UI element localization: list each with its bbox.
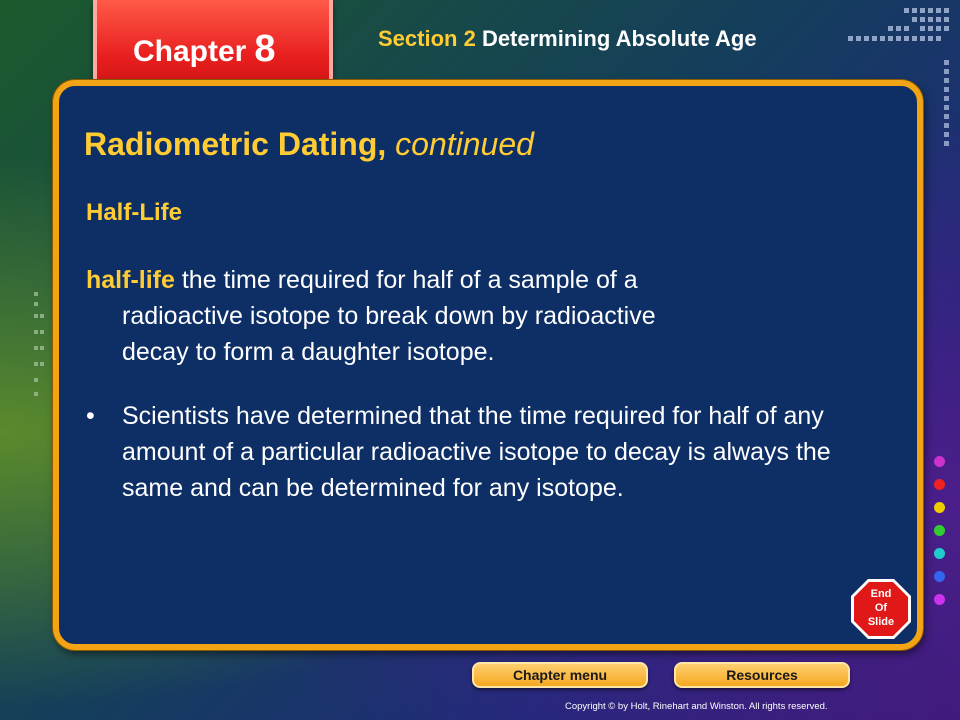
chapter-menu-button[interactable]: Chapter menu — [472, 662, 648, 688]
definition-paragraph — [86, 262, 846, 370]
decor-dot — [934, 525, 945, 536]
end-of-slide-line-2: Of — [874, 602, 888, 614]
chapter-number: 8 — [254, 28, 276, 70]
decor-dot — [934, 594, 945, 605]
decor-dot — [934, 479, 945, 490]
decorative-dot-column-right — [940, 60, 954, 150]
definition-line-1: the time required for half of a sample of a — [181, 266, 638, 294]
copyright-notice: Copyright © by Holt, Rinehart and Winston. All rights reserved. — [565, 701, 828, 712]
end-of-slide-button[interactable] — [850, 578, 912, 640]
resources-button[interactable]: Resources — [674, 662, 850, 688]
section-label: Section 2 — [378, 26, 476, 51]
decor-dot — [934, 548, 945, 559]
end-of-slide-line-1: End — [870, 588, 892, 600]
section-heading — [378, 26, 757, 52]
chapter-word: Chapter — [133, 35, 247, 68]
decor-dot — [934, 456, 945, 467]
decor-dot — [934, 571, 945, 582]
slide-title-continued: continued — [395, 126, 534, 162]
decorative-dot-grid-top — [846, 6, 950, 50]
definition-line-3: decay to form a daughter isotope. — [122, 338, 495, 366]
chapter-heading — [133, 28, 276, 71]
section-title: Determining Absolute Age — [481, 26, 757, 51]
decor-dot — [934, 502, 945, 513]
definition-line-2: radioactive isotope to break down by radioactive — [122, 302, 656, 330]
slide-title-main: Radiometric Dating, — [84, 126, 387, 162]
end-of-slide-line-3: Slide — [867, 616, 895, 628]
definition-term: half-life — [86, 266, 175, 294]
bullet-text: Scientists have determined that the time required for half of any amount of a particular radioactive isotope to decay is always the same and can be determined for any isotope. — [122, 402, 831, 502]
bullet-marker: • — [86, 402, 95, 430]
slide-title — [84, 126, 534, 163]
decorative-color-dots — [934, 456, 946, 617]
bullet-item — [86, 398, 876, 506]
subheading: Half-Life — [86, 199, 182, 226]
decorative-dot-column-left — [32, 292, 46, 402]
